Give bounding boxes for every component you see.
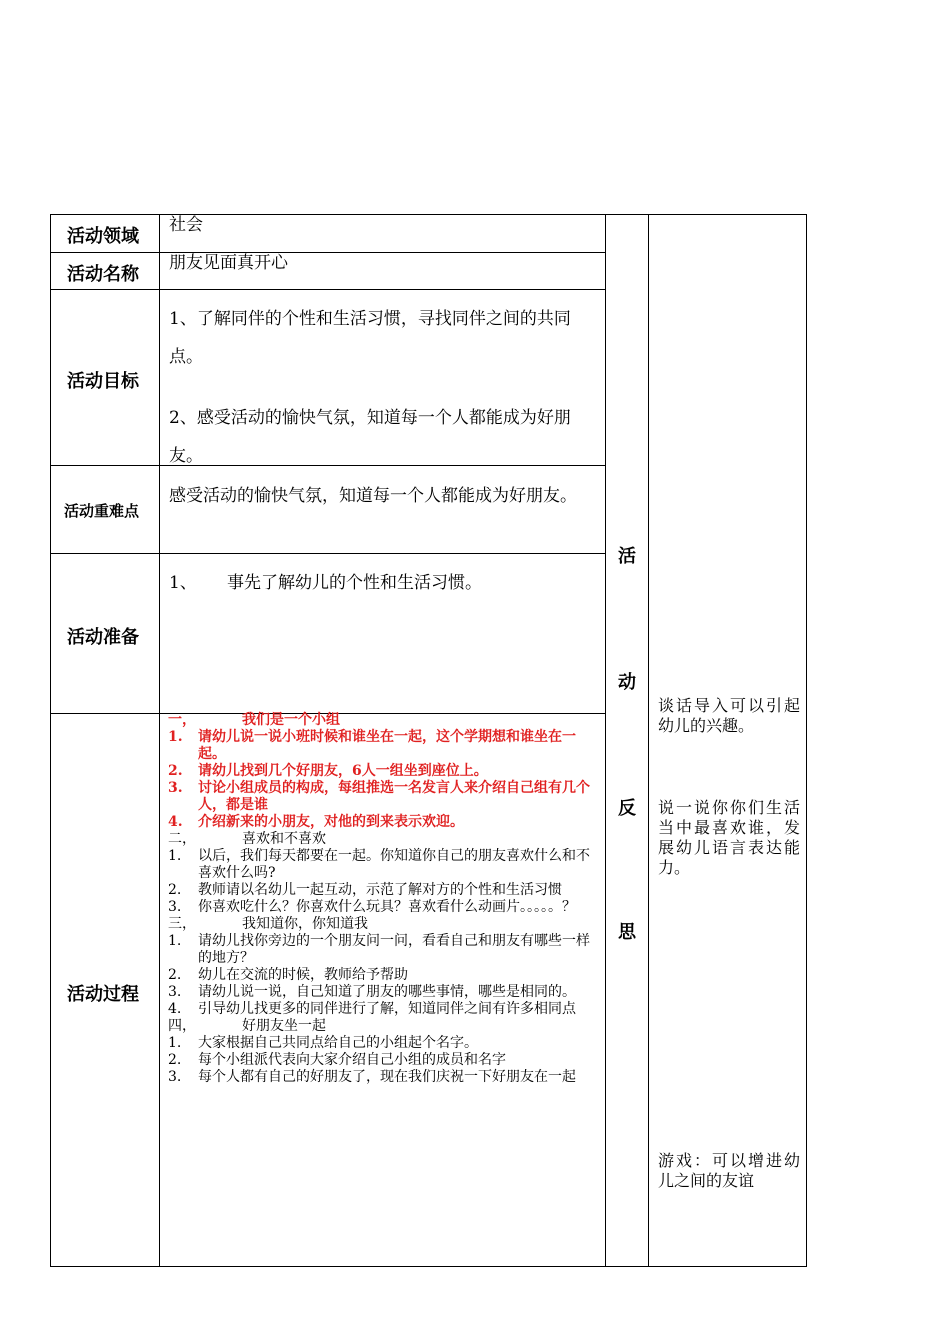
prep-value: 事先了解幼儿的个性和生活习惯。	[227, 573, 482, 593]
domain-label: 活动领域	[67, 226, 139, 247]
reflection-char: 活	[618, 546, 636, 567]
list-item: 2. 每个小组派代表向大家介绍自己小组的成员和名字	[168, 1052, 506, 1068]
list-item: 1. 以后，我们每天都要在一起。你知道你自己的朋友喜欢什么和不喜欢什么吗?	[168, 848, 590, 881]
label-column-divider	[159, 214, 160, 1267]
reflection-char: 思	[618, 922, 636, 943]
prep-label: 活动准备	[67, 627, 139, 648]
list-item: 2. 教师请以名幼儿一起互动，示范了解对方的个性和生活习惯	[168, 882, 562, 898]
list-item: 1. 请幼儿说一说小班时候和谁坐在一起，这个学期想和谁坐在一起。	[168, 729, 576, 762]
list-item: 4. 引导幼儿找更多的同伴进行了解，知道同伴之间有许多相同点	[168, 1001, 576, 1017]
list-item: 2. 幼儿在交流的时候，教师给予帮助	[168, 967, 408, 983]
prep-number: 1、	[169, 573, 197, 593]
table-border-top	[50, 214, 807, 215]
reflection-column-divider	[648, 214, 649, 1267]
reflection-char: 反	[618, 798, 636, 819]
goal-item: 1、了解同伴的个性和生活习惯，寻找同伴之间的共同点。	[169, 309, 571, 367]
section-heading: 三， 我知道你，你知道我	[168, 916, 368, 932]
list-item: 2. 请幼儿找到几个好朋友，6人一组坐到座位上。	[168, 763, 488, 779]
goal-item: 2、感受活动的愉快气氛，知道每一个人都能成为好朋友。	[169, 408, 571, 466]
reflection-note: 谈话导入可以引起幼儿的兴趣。	[658, 696, 800, 735]
goals-label: 活动目标	[67, 371, 139, 392]
process-label: 活动过程	[67, 984, 139, 1005]
reflection-note: 说一说你你们生活当中最喜欢谁，发展幼儿语言表达能力。	[658, 798, 800, 877]
name-label: 活动名称	[67, 264, 139, 285]
list-item: 1. 大家根据自己共同点给自己的小组起个名字。	[168, 1035, 478, 1051]
list-item: 3. 每个人都有自己的好朋友了，现在我们庆祝一下好朋友在一起	[168, 1069, 576, 1085]
table-border-bottom	[50, 1266, 807, 1267]
section-heading: 二， 喜欢和不喜欢	[168, 831, 326, 847]
list-item: 4. 介绍新来的小朋友，对他的到来表示欢迎。	[168, 814, 464, 830]
process-content	[168, 712, 600, 1086]
row-divider	[50, 252, 606, 253]
list-item: 3. 你喜欢吃什么？你喜欢什么玩具？喜欢看什么动画片。。。。。？	[168, 899, 576, 915]
reflection-char: 动	[618, 672, 636, 693]
section-heading: 一， 我们是一个小组	[168, 712, 340, 728]
reflection-note: 游戏：可以增进幼儿之间的友谊	[658, 1151, 800, 1190]
row-divider	[50, 289, 606, 290]
content-column-divider	[605, 214, 606, 1267]
list-item: 3. 请幼儿说一说，自己知道了朋友的哪些事情，哪些是相同的。	[168, 984, 576, 1000]
domain-value: 社会	[169, 215, 203, 235]
section-heading: 四， 好朋友坐一起	[168, 1018, 326, 1034]
difficulty-label: 活动重难点	[64, 502, 140, 520]
list-item: 1. 请幼儿找你旁边的一个朋友问一问，看看自己和朋友有哪些一样的地方？	[168, 933, 590, 966]
row-divider	[50, 553, 606, 554]
list-item: 3. 讨论小组成员的构成，每组推选一名发言人来介绍自己组有几个人，都是谁	[168, 780, 590, 813]
difficulty-value: 感受活动的愉快气氛，知道每一个人都能成为好朋友。	[169, 486, 577, 506]
table-border-right	[806, 214, 807, 1267]
name-value: 朋友见面真开心	[169, 253, 288, 273]
table-border-left	[50, 214, 51, 1267]
